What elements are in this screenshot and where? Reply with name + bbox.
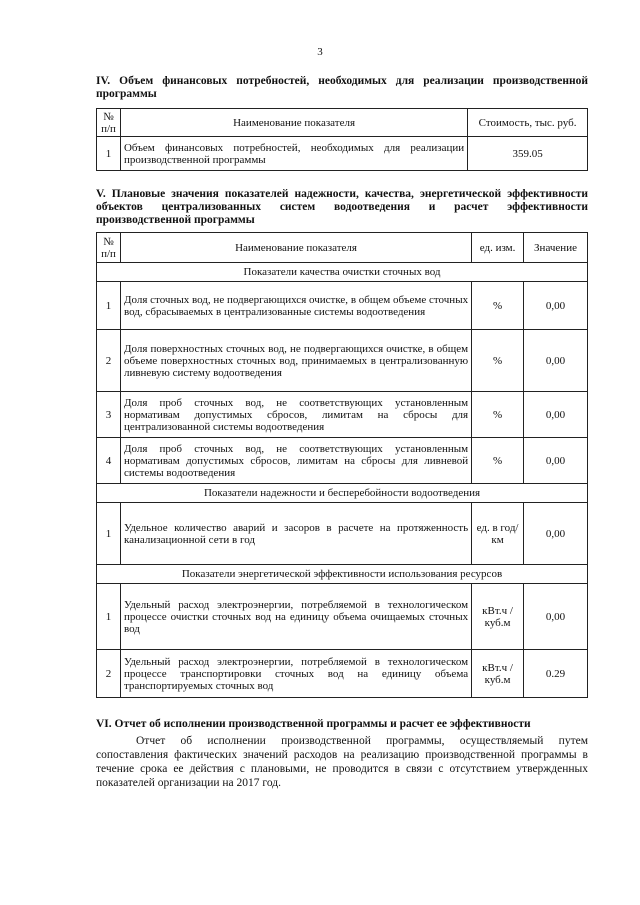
row-unit: % [472,282,524,330]
group-header-quality [97,263,588,282]
col-name-header: Наименование показателя [120,233,471,263]
group-title: Показатели надежности и бесперебойности водоотведения [97,484,588,503]
row-no: 2 [97,330,121,392]
group-title: Показатели качества очистки сточных вод [97,263,588,282]
row-value: 0,00 [524,282,588,330]
table-row [97,650,588,698]
row-unit: % [472,392,524,438]
col-value-header: Значение [524,233,588,263]
row-name: Доля проб сточных вод, не соответствующих установленным нормативам допустимых сбросов, лимитам на сбросы для ливневой системы водоотведения [120,438,471,484]
row-name: Удельное количество аварий и засоров в расчете на протяженность канализационной сети в год [120,503,471,565]
table-row [97,584,588,650]
section-6-heading: VI. Отчет об исполнении производственной программы и расчет ее эффективности [96,718,531,730]
row-no: 1 [97,137,121,171]
group-header-reliability [97,484,588,503]
row-value: 0.29 [524,650,588,698]
financial-needs-table [96,108,588,171]
row-unit: кВт.ч / куб.м [472,584,524,650]
row-value: 0,00 [524,392,588,438]
col-cost-header: Стоимость, тыс. руб. [468,109,588,137]
row-name: Объем финансовых потребностей, необходимых для реализации производственной программы [120,137,467,171]
indicators-table [96,232,588,698]
row-no: 1 [97,503,121,565]
col-unit-header: ед. изм. [472,233,524,263]
table-header-row [97,109,588,137]
row-value: 0,00 [524,438,588,484]
row-name: Доля проб сточных вод, не соответствующих установленным нормативам допустимых сбросов, лимитам на сбросы для централизованной системы водоотведения [120,392,471,438]
row-unit: кВт.ч / куб.м [472,650,524,698]
group-title: Показатели энергетической эффективности использования ресурсов [97,565,588,584]
row-no: 4 [97,438,121,484]
row-name: Доля сточных вод, не подвергающихся очистке, в общем объеме сточных вод, сбрасываемых в централизованные системы водоотведения [120,282,471,330]
page-number: 3 [317,46,323,58]
table-header-row [97,233,588,263]
report-paragraph: Отчет об исполнении производственной программы, осуществляемый путем сопоставления фактических значений расходов на реализацию производственной программы в течение срока ее действия с плановыми, не проводится в связи с отсутствием утвержденных показателей организации на 2017 год. [96,735,588,789]
row-name: Удельный расход электроэнергии, потребляемой в технологическом процессе транспортировки сточных вод на единицу объема транспортируемых сточных вод [120,650,471,698]
row-value: 0,00 [524,503,588,565]
table-row [97,503,588,565]
row-name: Удельный расход электроэнергии, потребляемой в технологическом процессе очистки сточных вод на единицу объема очищаемых сточных вод [120,584,471,650]
row-no: 3 [97,392,121,438]
col-name-header: Наименование показателя [120,109,467,137]
row-no: 1 [97,584,121,650]
table-row [97,137,588,171]
row-unit: % [472,330,524,392]
row-unit: ед. в год/ км [472,503,524,565]
row-value: 0,00 [524,330,588,392]
section-4-heading: IV. Объем финансовых потребностей, необходимых для реализации производственной программы [96,75,588,100]
row-no: 1 [97,282,121,330]
row-value: 0,00 [524,584,588,650]
table-row [97,438,588,484]
row-value: 359.05 [468,137,588,171]
table-row [97,330,588,392]
col-no-header: № п/п [97,109,121,137]
row-unit: % [472,438,524,484]
row-name: Доля поверхностных сточных вод, не подвергающихся очистке, в общем объеме поверхностных сточных вод, принимаемых в централизованную ливневую систему водоотведения [120,330,471,392]
table-row [97,392,588,438]
col-no-header: № п/п [97,233,121,263]
row-no: 2 [97,650,121,698]
section-5-heading: V. Плановые значения показателей надежности, качества, энергетической эффективности объектов централизованных систем водоотведения и расчет эффективности производственной программы [96,188,588,226]
group-header-energy [97,565,588,584]
table-row [97,282,588,330]
